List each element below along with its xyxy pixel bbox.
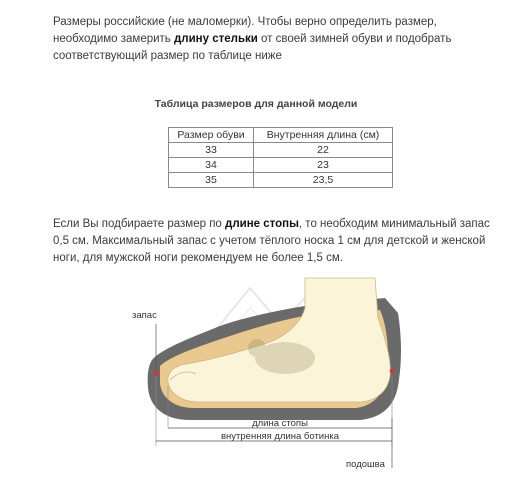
intro-text-part2: от своей зимней обуви и подобрать соответствующий размер по таблице ниже <box>53 33 452 62</box>
table-cell-size: 34 <box>169 158 254 173</box>
table-cell-size: 33 <box>169 143 254 158</box>
advice-bold-foot-length: длине стопы <box>225 218 299 230</box>
table-header-inner-length: Внутренняя длина (см) <box>254 128 393 143</box>
table-cell-size: 35 <box>169 173 254 188</box>
table-cell-length: 22 <box>254 143 393 158</box>
table-row <box>169 143 393 158</box>
table-row <box>169 158 393 173</box>
margin-marker-toe <box>154 371 159 376</box>
table-cell-length: 23 <box>254 158 393 173</box>
label-foot-length: длина стопы <box>252 418 308 429</box>
table-header-row <box>169 128 393 143</box>
advice-text-part1: Если Вы подбираете размер по <box>53 218 226 230</box>
margin-marker-heel <box>390 369 395 374</box>
label-inner-length: внутренняя длина ботинка <box>220 431 340 442</box>
size-table <box>168 127 393 188</box>
size-table-title: Таблица размеров для данной модели <box>154 98 358 110</box>
advice-paragraph <box>53 216 508 267</box>
advice-text-part2: , то необходим минимальный запас 0,5 см. Максимальный запас с учетом тёплого носка 1 см для детской и женской ноги, для мужской ноги рекомендуем не более 1,5 см. <box>53 218 490 264</box>
label-sole: подошва <box>346 459 385 470</box>
table-cell-length: 23,5 <box>254 173 393 188</box>
boot-size-diagram <box>130 268 435 478</box>
intro-text-part1: Размеры российские (не маломерки). Чтобы верно определить размер, необходимо замерить <box>53 16 437 45</box>
label-margin: запас <box>132 310 157 321</box>
intro-paragraph <box>53 14 503 65</box>
table-row <box>169 173 393 188</box>
table-header-size: Размер обуви <box>169 128 254 143</box>
intro-bold-insole-length: длину стельки <box>174 33 258 45</box>
